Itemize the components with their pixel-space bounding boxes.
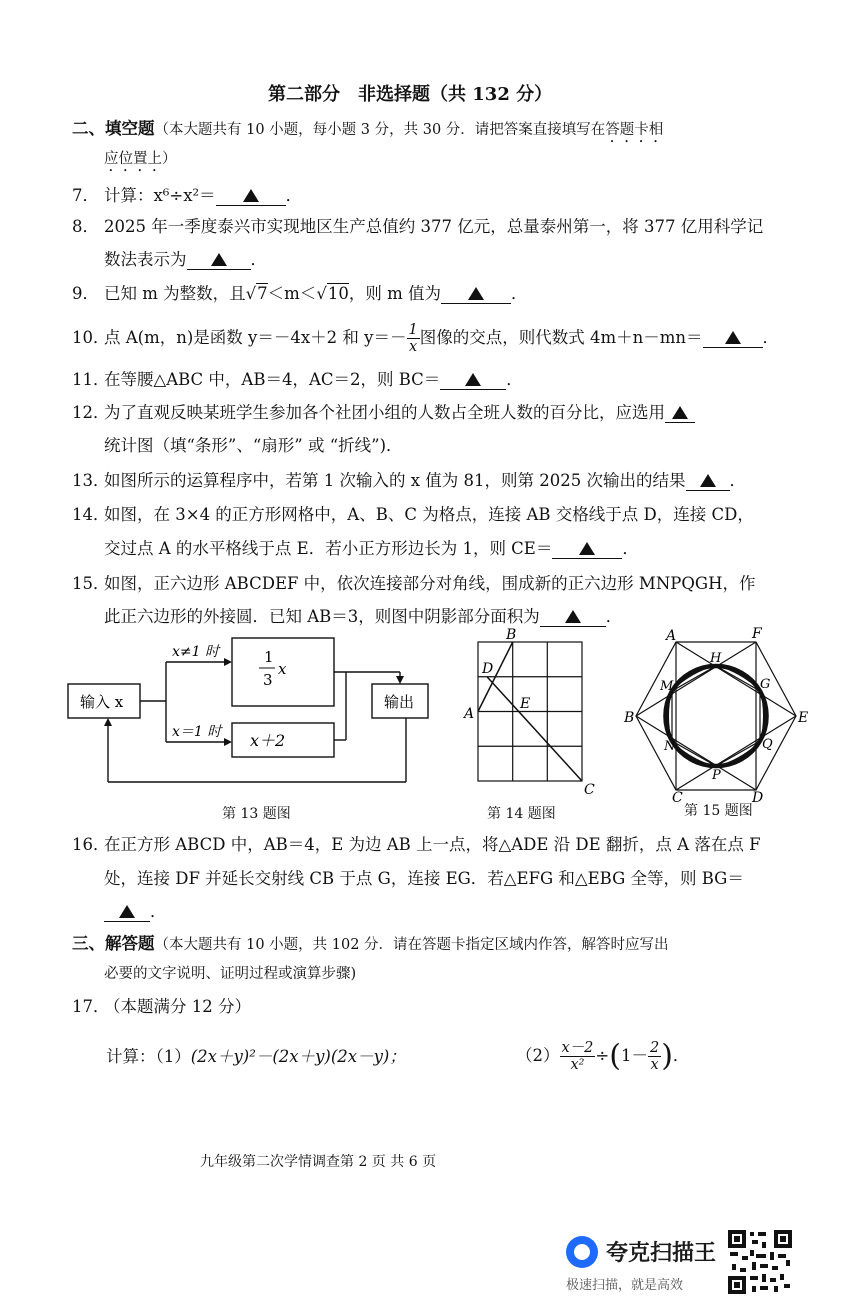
question-12-cont: [104, 435, 403, 457]
question-score: （本题满分 12 分）: [104, 997, 251, 1016]
input-label: 输入 x: [80, 693, 124, 711]
watermark-brand: 夸克扫描王: [606, 1241, 717, 1266]
figure-13-caption: 第 13 题图: [222, 806, 291, 822]
condition-equals-one: x＝1 时: [172, 724, 222, 740]
figure-14-grid: [460, 628, 610, 800]
triangle-icon: [119, 905, 135, 918]
fraction: [560, 1040, 596, 1073]
question-end: ．: [506, 370, 523, 389]
fraction-numerator: 1: [408, 322, 418, 338]
expression: (2x＋y)²－(2x＋y)(2x－y)；: [190, 1047, 406, 1066]
question-15-cont: [104, 606, 622, 628]
section-3-heading: [72, 933, 669, 956]
figure-15-caption: 第 15 题图: [684, 803, 753, 819]
triangle-icon: [565, 610, 581, 623]
section-3-note: （本大题共有 10 小题，共 102 分．请在答题卡指定区域内作答，解答时应写出: [154, 937, 669, 953]
question-17-part-1: [106, 1046, 406, 1068]
section-2-note-close: ）: [162, 151, 177, 167]
paren-close: ): [661, 1038, 673, 1074]
question-14-cont: [104, 538, 639, 560]
page-footer: 九年级第二次学情调查第 2 页 共 6 页: [200, 1154, 437, 1170]
fraction-numerator: 1: [264, 648, 274, 666]
point-label-c: C: [672, 790, 683, 802]
point-label-b: B: [506, 628, 517, 643]
answer-blank[interactable]: [703, 329, 763, 348]
figure-15-hexagon: [620, 622, 810, 802]
sqrt-radicand: 7: [257, 284, 268, 303]
fraction-denominator: x: [650, 1057, 659, 1073]
question-number: 8．: [72, 217, 99, 236]
fraction-denominator: x: [409, 339, 418, 355]
question-17-part-2: [516, 1036, 689, 1077]
fraction: [407, 322, 420, 355]
question-text: ＜m＜: [267, 284, 317, 303]
output-label: 输出: [384, 693, 415, 711]
question-number: 11．: [72, 370, 110, 389]
answer-blank[interactable]: [540, 608, 606, 627]
triangle-icon: [211, 253, 227, 266]
point-label-e: E: [798, 710, 809, 726]
question-text: 如图，正六边形 ABCDEF 中，依次连接部分对角线，围成新的正六边形 MNPQGH，作: [104, 574, 756, 593]
fraction-numerator: 2: [649, 1040, 660, 1056]
function-variable: x: [278, 660, 287, 678]
question-number: 14．: [72, 505, 110, 524]
section-2-heading-cont: [104, 148, 177, 175]
question-text: 统计图（填“条形”、“扇形” 或 “折线”)．: [104, 436, 403, 455]
question-9: 9． 已知 m 为整数，且√7＜m＜√10，则 m 值为 ．: [72, 284, 528, 303]
question-text: 在等腰△ABC 中，AB＝4，AC＝2，则 BC＝: [104, 370, 441, 389]
section-2-note-emph-2: 应位置上: [104, 151, 162, 167]
fraction: [648, 1040, 661, 1073]
question-text: 如图，在 3×4 的正方形网格中，A、B、C 为格点，连接 AB 交格线于点 D，连接 CD，: [104, 505, 754, 524]
question-end: ．: [672, 1046, 690, 1065]
answer-blank[interactable]: [552, 540, 622, 559]
point-label-a: A: [666, 628, 677, 644]
divide-sign: ÷: [595, 1046, 610, 1065]
answer-blank[interactable]: [440, 371, 506, 390]
question-text: 为了直观反映某班学生参加各个社团小组的人数占全班人数的百分比，应选用: [104, 403, 665, 422]
triangle-icon: [468, 287, 484, 300]
question-text: ，则 m 值为: [348, 284, 441, 303]
question-end: ．: [762, 328, 780, 347]
question-number: 17．: [72, 997, 110, 1016]
condition-not-one: x≠1 时: [172, 644, 219, 660]
figure-14-caption: 第 14 题图: [487, 806, 556, 822]
question-7: [72, 185, 302, 207]
expression: 1－: [620, 1046, 648, 1065]
question-end: ．: [729, 471, 747, 490]
question-text: 处，连接 DF 并延长交射线 CB 于点 G，连接 EG．若△EFG 和△EBG 全等，则 BG＝: [104, 869, 744, 888]
question-number: 13．: [72, 471, 110, 490]
question-end: ．: [605, 607, 623, 626]
question-end: ．: [285, 186, 303, 205]
fraction-numerator: x－2: [561, 1040, 594, 1056]
paren-open: (: [609, 1038, 621, 1074]
question-12: [72, 402, 695, 424]
question-end: ．: [250, 250, 267, 269]
question-text: 2025 年一季度泰兴市实现地区生产总值约 377 亿元，总量泰州第一，将 377 亿用科学记: [104, 217, 764, 236]
point-label-d: D: [752, 790, 764, 802]
question-text: 已知 m 为整数，且: [104, 284, 246, 303]
question-text: 如图所示的运算程序中，若第 1 次输入的 x 值为 81，则第 2025 次输出的结果: [104, 471, 686, 490]
question-13: [72, 470, 746, 492]
function-plus-two: x＋2: [250, 731, 286, 750]
point-label-q: Q: [762, 737, 773, 752]
point-label-a: A: [464, 706, 475, 722]
triangle-icon: [579, 542, 595, 555]
question-end: ．: [150, 902, 167, 921]
point-label-c: C: [584, 782, 595, 798]
question-16: [72, 834, 761, 856]
fraction-denominator: 3: [263, 671, 273, 689]
answer-blank[interactable]: [441, 285, 511, 304]
section-2-label: 二、填空题: [72, 119, 155, 138]
triangle-icon: [243, 189, 259, 202]
arrow-head-icon: [224, 738, 232, 746]
point-label-g: G: [760, 677, 771, 692]
answer-blank[interactable]: [686, 472, 730, 491]
question-11: [72, 369, 523, 391]
scanner-logo-icon: [566, 1236, 598, 1268]
question-text: 此正六边形的外接圆．已知 AB＝3，则图中阴影部分面积为: [104, 607, 540, 626]
question-15: [72, 573, 755, 595]
question-14: [72, 504, 754, 526]
question-16-answer: [104, 901, 167, 923]
section-2-note: （本大题共有 10 小题，每小题 3 分，共 30 分．请把答案直接填写在: [154, 122, 606, 138]
answer-blank[interactable]: [665, 404, 695, 423]
inner-hexagon: [672, 666, 760, 766]
question-text: 数法表示为: [104, 250, 187, 269]
question-number: 15．: [72, 574, 110, 593]
section-3-note: 必要的文字说明、证明过程或演算步骤): [104, 966, 357, 982]
point-label-n: N: [664, 739, 676, 754]
fraction-denominator: x²: [570, 1057, 585, 1073]
question-text: 计算：（1）: [106, 1047, 191, 1066]
point-label-b: B: [624, 710, 635, 726]
question-text: 在正方形 ABCD 中，AB＝4，E 为边 AB 上一点，将△ADE 沿 DE 翻折，点 A 落在点 F: [104, 835, 761, 854]
question-text: 图像的交点，则代数式 4m＋n－mn＝: [419, 328, 703, 347]
question-number: 9．: [72, 284, 99, 303]
segment-cd: [487, 677, 582, 781]
section-2-heading: [72, 118, 663, 146]
triangle-icon: [465, 373, 481, 386]
question-number: 16．: [72, 835, 110, 854]
question-number: 7．: [72, 186, 99, 205]
point-label-f: F: [752, 626, 762, 642]
section-3-heading-cont: [104, 963, 356, 985]
sqrt-radicand: 10: [327, 284, 349, 303]
triangle-icon: [672, 406, 688, 419]
point-label-m: M: [660, 679, 674, 694]
question-text: 计算：x⁶÷x²＝: [104, 186, 216, 205]
question-8: [72, 216, 763, 238]
point-label-d: D: [482, 661, 494, 677]
question-10: [72, 322, 779, 355]
question-17: [72, 996, 251, 1018]
question-number: 10．: [72, 328, 110, 347]
point-label-h: H: [710, 651, 722, 666]
point-label-e: E: [520, 696, 531, 712]
section-3-label: 三、解答题: [72, 934, 155, 953]
watermark-slogan: 极速扫描，就是高效: [566, 1278, 684, 1293]
triangle-icon: [725, 331, 741, 344]
answer-blank[interactable]: [216, 187, 286, 206]
arrow-head-icon: [396, 676, 404, 684]
question-text: （2）: [516, 1046, 560, 1065]
question-text: 交过点 A 的水平格线于点 E．若小正方形边长为 1，则 CE＝: [104, 539, 553, 558]
question-end: ．: [510, 284, 528, 303]
point-label-p: P: [712, 768, 721, 783]
figure-13-flowchart: [60, 632, 450, 802]
question-end: ．: [622, 539, 639, 558]
arrow-head-icon: [104, 718, 112, 726]
answer-blank[interactable]: [104, 903, 150, 922]
arrow-head-icon: [224, 658, 232, 666]
triangle-icon: [700, 474, 716, 487]
question-number: 12．: [72, 403, 110, 422]
question-16-cont: [104, 868, 744, 890]
question-8-cont: [104, 249, 267, 271]
answer-blank[interactable]: [187, 251, 251, 270]
qr-code-icon: [726, 1228, 794, 1296]
question-text: 点 A(m，n)是函数 y＝－4x＋2 和 y＝－: [104, 328, 407, 347]
section-2-note-emph: 答题卡相: [605, 122, 664, 138]
page-title: 第二部分 非选择题（共 132 分）: [268, 84, 553, 105]
